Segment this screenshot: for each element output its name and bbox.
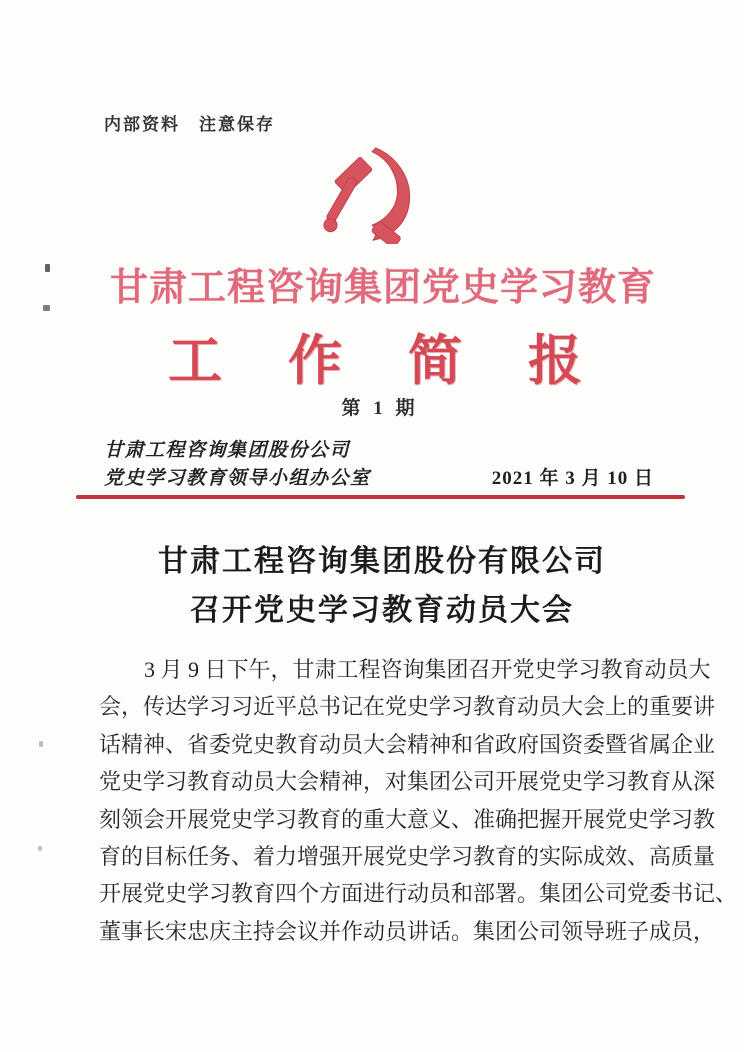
bulletin-title: 工 作 简 报 [168, 331, 588, 391]
issuer-line-2: 党史学习教育领导小组办公室 [104, 468, 371, 489]
classification-label: 内部资料 注意保存 [104, 115, 275, 134]
body-line: 话精神、省委党史教育动员大会精神和省政府国资委暨省属企业 [99, 731, 716, 757]
scan-speck [39, 741, 43, 747]
article-title-line-1: 甘肃工程咨询集团股份有限公司 [158, 545, 606, 578]
body-line: 开展党史学习教育四个方面进行动员和部署。集团公司党委书记、 [99, 881, 738, 907]
issuer-block [104, 437, 371, 493]
masthead-org-title: 甘肃工程咨询集团党史学习教育 [109, 267, 656, 309]
body-line: 董事长宋忠庆主持会议并作动员讲话。集团公司领导班子成员， [99, 918, 716, 944]
body-line: 刻领会开展党史学习教育的重大意义、准确把握开展党史学习教 [99, 806, 716, 832]
body-line: 育的目标任务、着力增强开展党史学习教育的实际成效、高质量 [99, 843, 716, 869]
issuer-line-1: 甘肃工程咨询集团股份公司 [104, 440, 351, 461]
scan-speck [43, 305, 50, 311]
issue-date: 2021 年 3 月 10 日 [491, 468, 654, 489]
scan-speck [38, 846, 42, 851]
scan-speck [45, 264, 50, 272]
article-title-line-2: 召开党史学习教育动员大会 [190, 594, 574, 627]
masthead-divider-rule [76, 495, 685, 499]
body-line: 3 月 9 日下午，甘肃工程咨询集团召开党史学习教育动员大 [144, 657, 711, 682]
body-line: 会，传达学习习近平总书记在党史学习教育动员大会上的重要讲 [99, 694, 716, 720]
issue-number: 第 1 期 [341, 398, 419, 419]
body-line: 党史学习教育动员大会精神，对集团公司开展党史学习教育从深 [99, 769, 716, 795]
party-emblem-icon [315, 146, 427, 244]
article-body [99, 651, 738, 950]
